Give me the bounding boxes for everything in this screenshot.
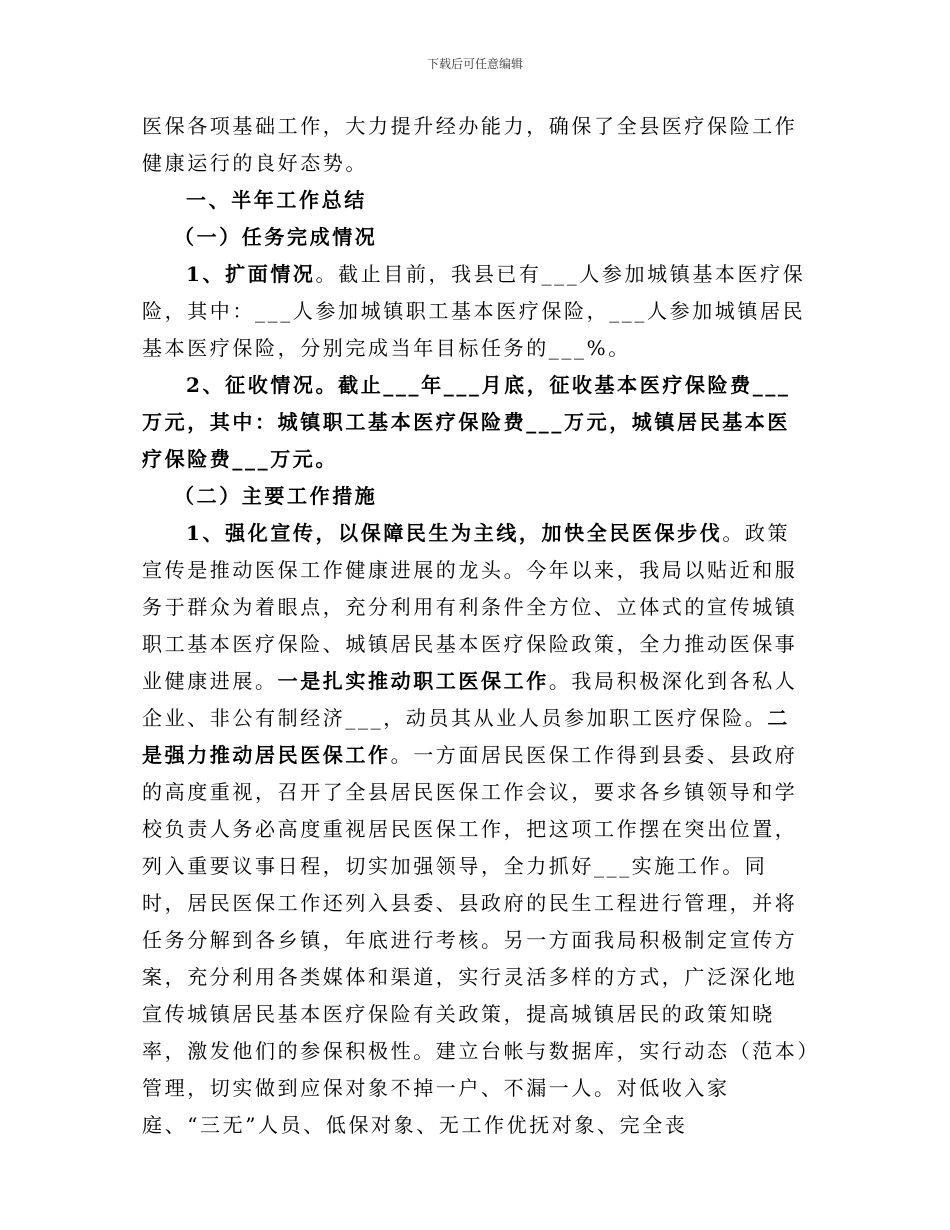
measures-point-two: 二是强力推动居民医保工作 <box>142 706 791 767</box>
paragraph-expansion-text: 。截止目前，我县已有___人参加城镇基本医疗保险，其中：___人参加城镇职工基本医疗保险，___人参加城镇居民基本医疗保险，分别完成当年目标任务的___%。 <box>142 262 806 360</box>
paragraph-collection: 2、征收情况。截止___年___月底，征收基本医疗保险费___万元，其中：城镇职工基本医疗保险费___万元，城镇居民基本医疗保险费___万元。 <box>142 373 791 471</box>
page-header: 下载后可任意编辑 <box>426 57 523 71</box>
subsection-heading-task: （一）任务完成情况 <box>174 225 378 249</box>
measures-text-c: 。一方面居民医保工作得到县委、县政府的高度重视，召开了全县居民医保工作会议，要求各乡镇领导和学校负责人务必高度重视居民医保工作，把这项工作摆在突出位置，列入重要议事日程，切实加强领导，全力抓好___实施工作。同时，居民医保工作还列入县委、县政府的民生工程进行管理，并将任务分解到各乡镇，年底进行考核。另一方面我局积极制定宣传方案，充分利用各类媒体和渠道，实行灵活多样的方式，广泛深化地宣传城镇居民基本医疗保险有关政策，提高城镇居民的政策知晓率，激发他们的参保积极性。建立台帐与数据库，实行动态（范本）管理，切实做到应保对象不掉一户、不漏一人。对低收入家庭、“三无”人员、低保对象、无工作优抚对象、完全丧 <box>142 743 810 1137</box>
paragraph-expansion <box>142 256 810 367</box>
paragraph-measures <box>142 515 810 1144</box>
section-heading: 一、半年工作总结 <box>186 188 367 212</box>
measures-text-b: 。我局积极深化到各私人企业、非公有制经济___，动员其从业人员参加职工医疗保险。 <box>142 669 798 730</box>
document-body <box>142 108 810 1144</box>
paragraph-expansion-title: 1、扩面情况 <box>186 262 316 286</box>
measures-text-a: 。政策宣传是推动医保工作健康进展的龙头。今年以来，我局以贴近和服务于群众为着眼点，充分利用有利条件全方位、立体式的宣传城镇职工基本医疗保险、城镇居民基本医疗保险政策，全力推动医保事业健康进展。 <box>142 521 798 693</box>
paragraph-intro: 医保各项基础工作，大力提升经办能力，确保了全县医疗保险工作健康运行的良好态势。 <box>142 114 798 175</box>
measures-title: 1、强化宣传，以保障民生为主线，加快全民医保步伐 <box>186 521 723 545</box>
measures-point-one: 一是扎实推动职工医保工作 <box>277 669 549 693</box>
subsection-heading-measures: （二）主要工作措施 <box>174 484 378 508</box>
